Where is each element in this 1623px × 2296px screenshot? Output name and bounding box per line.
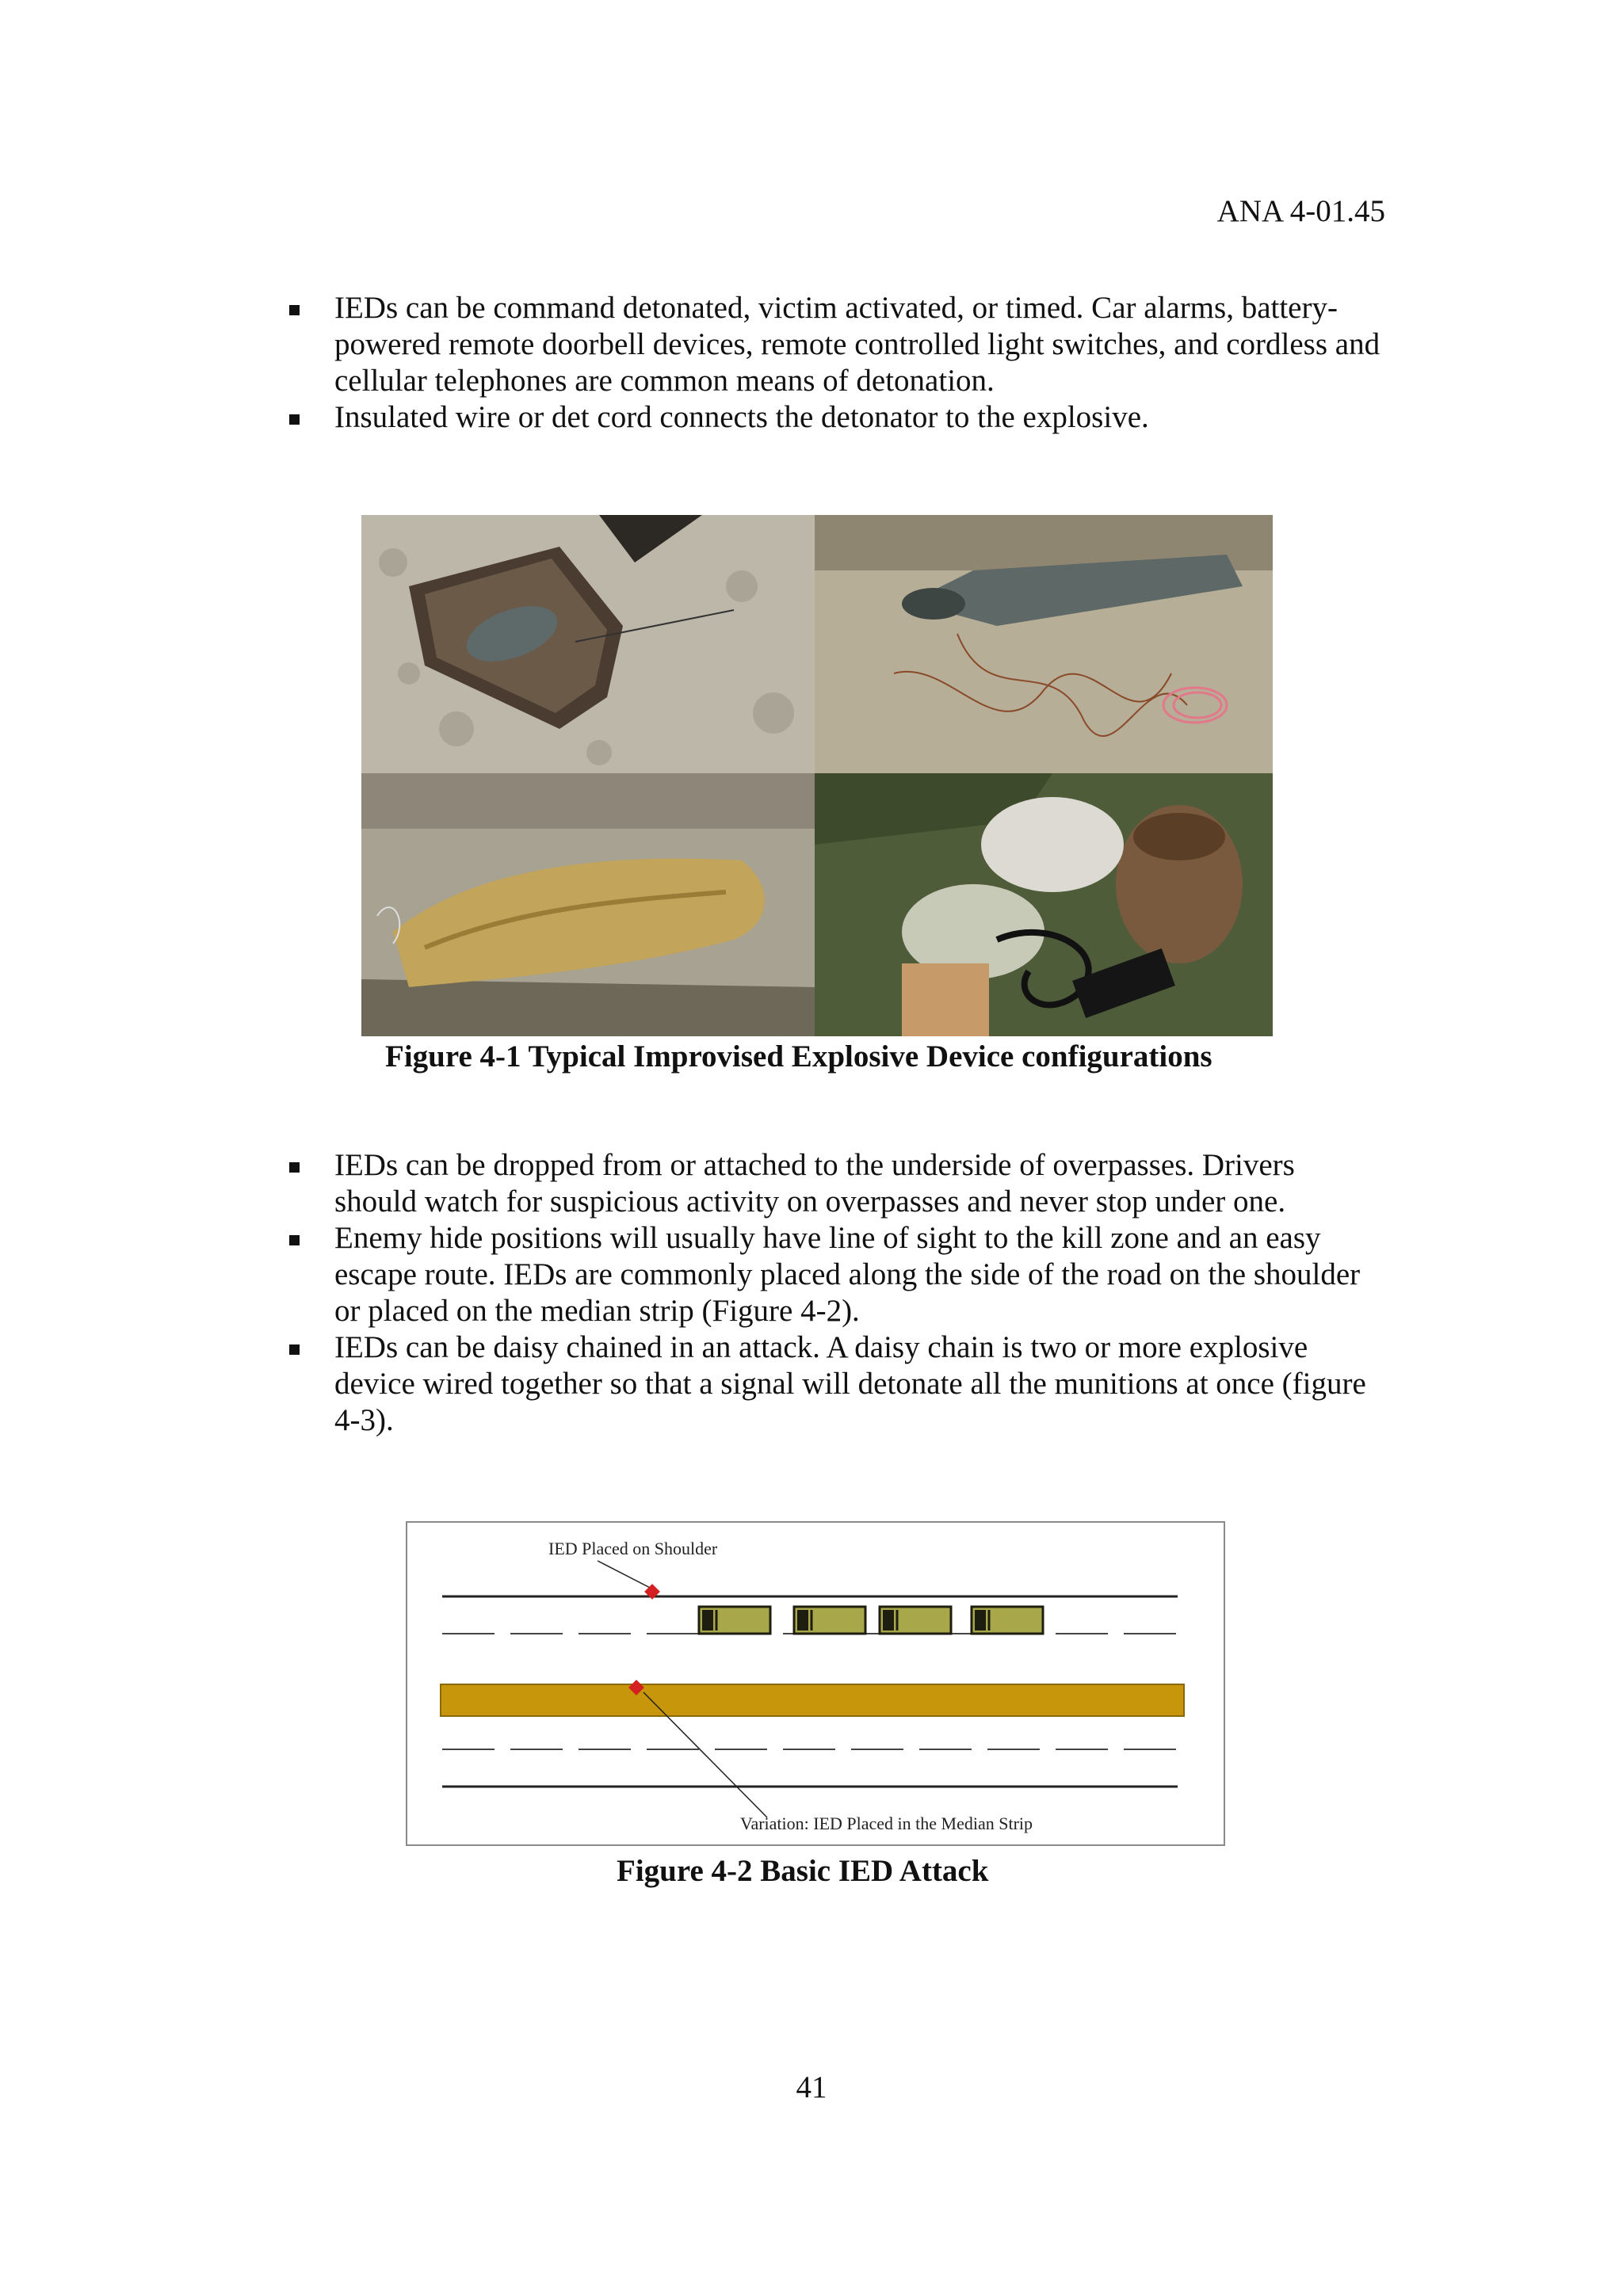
list-item: IEDs can be daisy chained in an attack. A daisy chain is two or more explosive device wired together so that a signal will detonate all the munitions at once (figure 4-3). — [281, 1329, 1383, 1439]
list-item: IEDs can be command detonated, victim activated, or timed. Car alarms, battery-powered remote doorbell devices, remote controlled light switches, and cordless and cellular telephones are common means of detonation. — [281, 290, 1383, 399]
list-item: Enemy hide positions will usually have line of sight to the kill zone and an easy escape route. IEDs are commonly placed along the side of the road on the shoulder or placed on the median strip (Figure 4-2). — [281, 1220, 1383, 1329]
ied-in-concrete-photo — [361, 515, 815, 773]
page-number: 41 — [796, 2070, 827, 2104]
document-id: ANA 4-01.45 — [1216, 194, 1385, 228]
median-strip — [441, 1684, 1184, 1716]
vehicle-icon — [699, 1607, 770, 1634]
shoulder-arrow — [598, 1561, 653, 1589]
median-label: Variation: IED Placed in the Median Strip — [740, 1814, 1033, 1833]
bullet-list-top — [281, 290, 1383, 436]
figure-4-1-photo-grid — [361, 515, 1273, 1036]
ied-hidden-in-debris-photo — [815, 773, 1273, 1036]
convoy — [699, 1607, 1043, 1634]
vehicle-icon — [972, 1607, 1043, 1634]
figure-4-1-caption: Figure 4-1 Typical Improvised Explosive Device configurations — [385, 1039, 1212, 1074]
bullet-list-bottom — [281, 1147, 1383, 1439]
list-item: IEDs can be dropped from or attached to the underside of overpasses. Drivers should watch for suspicious activity on overpasses and never stop under one. — [281, 1147, 1383, 1220]
vehicle-icon — [880, 1607, 951, 1634]
ied-wrapped-in-cloth-photo — [361, 773, 815, 1036]
vehicle-icon — [794, 1607, 865, 1634]
artillery-shell-with-wires-photo — [815, 515, 1273, 773]
figure-4-2-diagram — [406, 1521, 1225, 1846]
shoulder-label: IED Placed on Shoulder — [548, 1539, 718, 1558]
list-item: Insulated wire or det cord connects the detonator to the explosive. — [281, 399, 1383, 436]
figure-4-2-caption: Figure 4-2 Basic IED Attack — [617, 1854, 989, 1888]
